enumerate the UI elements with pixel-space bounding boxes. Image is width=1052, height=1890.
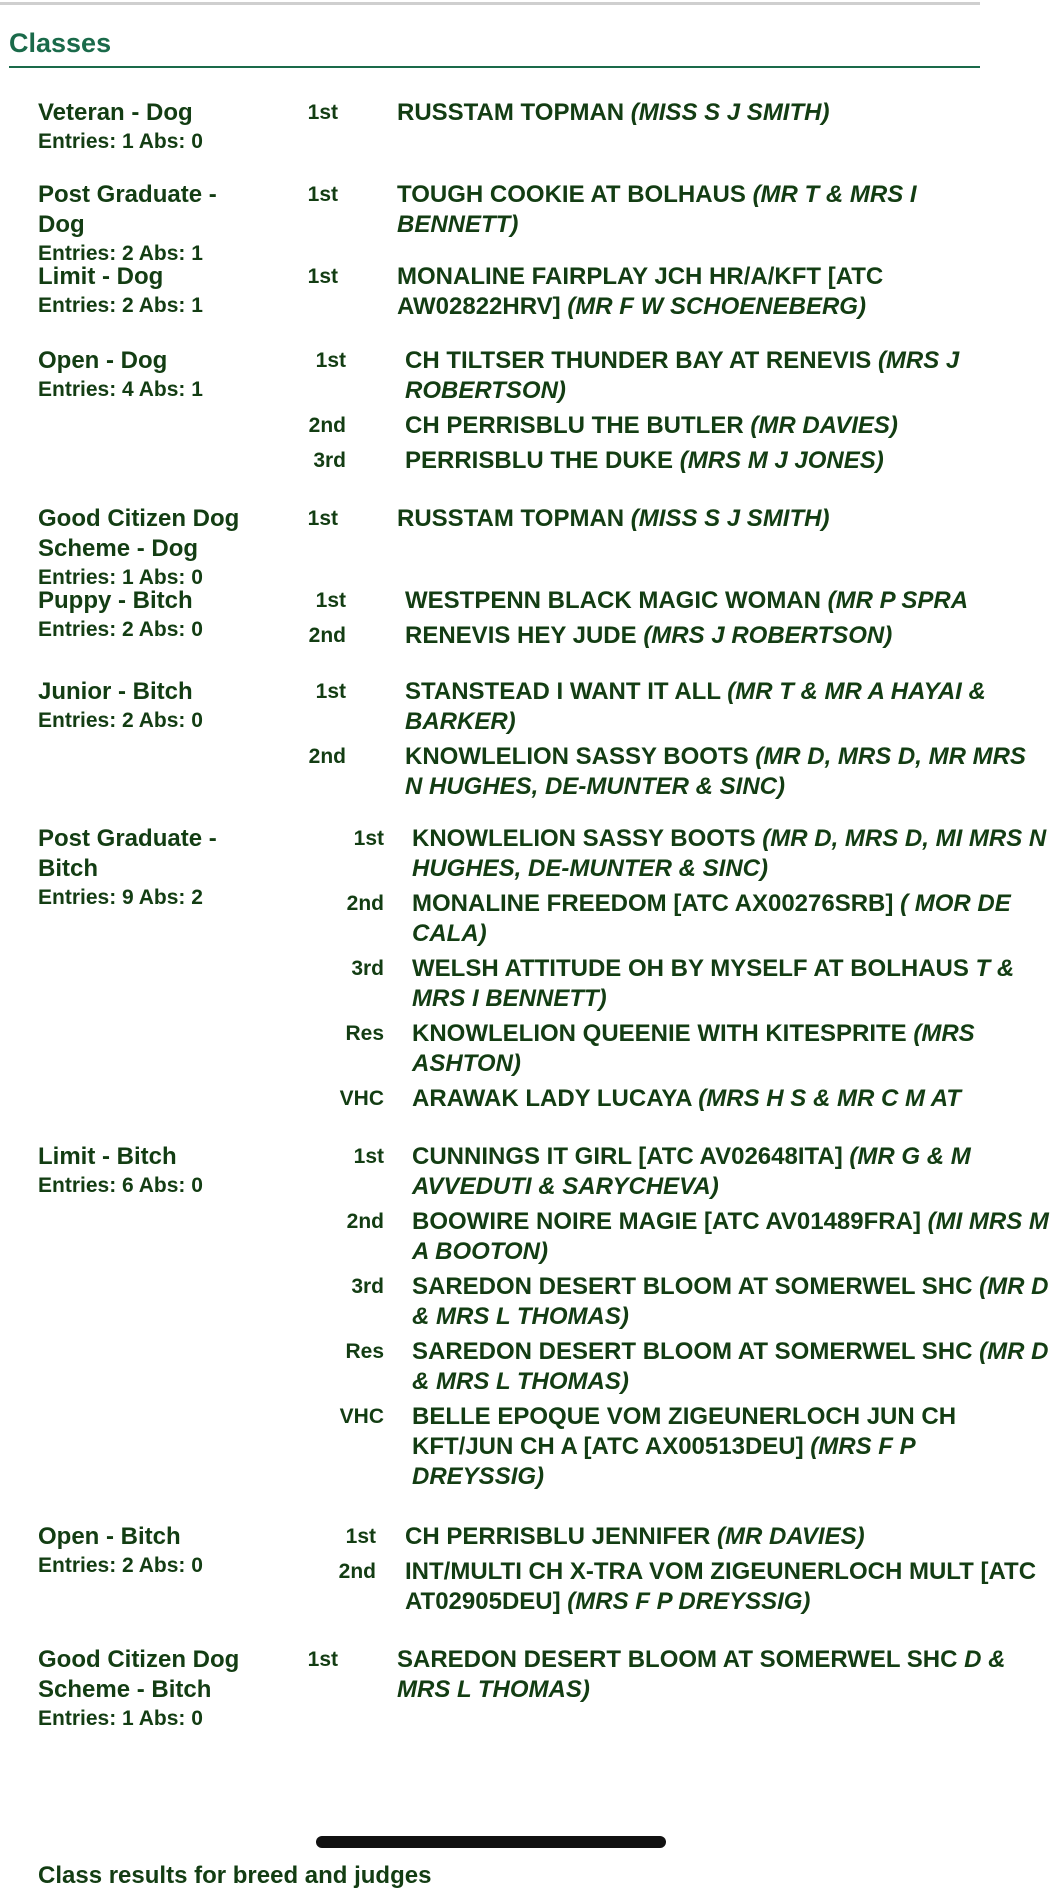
owner-name: (MR G & M AVVEDUTI & SARYCHEVA) [412, 1143, 971, 1200]
dog-entry[interactable] [397, 180, 1037, 240]
placing-position: 1st [315, 349, 346, 372]
dog-name: TOUGH COOKIE AT BOLHAUS [397, 181, 746, 208]
placing-row [0, 889, 1011, 949]
class-block [0, 1645, 1006, 1730]
dog-entry[interactable] [405, 1522, 1045, 1552]
class-block [0, 1522, 1037, 1617]
placing-row [0, 446, 980, 476]
placing-position: 1st [307, 101, 338, 124]
placings-list [0, 262, 980, 322]
placings-list [0, 1142, 1049, 1492]
placing-row [0, 346, 980, 406]
placing-position: Res [345, 1340, 384, 1363]
entries-count: Entries: 2 Abs: 0 [38, 1554, 203, 1577]
placings-list [0, 677, 1026, 802]
placing-row [0, 1402, 980, 1492]
owner-name: (MRS F P DREYSSIG) [412, 1433, 915, 1490]
owner-name: (MRS J ROBERTSON) [643, 622, 893, 649]
entries-count: Entries: 2 Abs: 1 [38, 242, 203, 265]
owner-name: (MRS F P DREYSSIG) [567, 1588, 811, 1615]
placings-list [0, 586, 980, 651]
owner-name: (MR D, MRS D, MI MRS N HUGHES, DE-MUNTER & SINC) [412, 825, 1047, 882]
dog-name: WESTPENN BLACK MAGIC WOMAN [405, 587, 821, 614]
dog-name: RUSSTAM TOPMAN [397, 505, 625, 532]
owner-name: (MR T & MRS I BENNETT) [397, 181, 917, 238]
dog-name: KNOWLELION QUEENIE WITH KITESPRITE [412, 1020, 907, 1047]
placing-position: 1st [353, 827, 384, 850]
entries-count: Entries: 6 Abs: 0 [38, 1174, 203, 1197]
dog-entry[interactable] [412, 1084, 1052, 1114]
placings-list [0, 98, 980, 156]
placing-row [0, 262, 980, 322]
dog-entry[interactable] [397, 1645, 1037, 1705]
dog-name: CH TILTSER THUNDER BAY AT RENEVIS [405, 347, 872, 374]
placing-row [0, 180, 980, 240]
owner-name: (MR D & MRS L THOMAS) [412, 1273, 1049, 1330]
placing-position: 1st [307, 507, 338, 530]
placings-list [0, 504, 980, 562]
dog-entry[interactable] [405, 586, 1045, 616]
dog-entry[interactable] [412, 954, 1052, 1014]
entries-count: Entries: 9 Abs: 2 [38, 886, 203, 909]
dog-name: BELLE EPOQUE VOM ZIGEUNERLOCH JUN CH KFT/JUN CH A [ATC AX00513DEU] [412, 1403, 957, 1460]
class-name[interactable]: Veteran - Dog [38, 99, 193, 126]
dog-name: CH PERRISBLU THE BUTLER [405, 412, 744, 439]
class-name[interactable]: Good Citizen Dog Scheme - Dog [38, 505, 240, 562]
dog-entry[interactable] [397, 262, 1037, 322]
next-section-peek: Class results for breed and judges [38, 1862, 432, 1889]
entries-count: Entries: 1 Abs: 0 [38, 1707, 203, 1730]
class-block [0, 262, 980, 322]
dog-entry[interactable] [412, 889, 1052, 949]
class-name[interactable]: Limit - Bitch [38, 1143, 177, 1170]
placing-position: 1st [315, 589, 346, 612]
class-name[interactable]: Post Graduate - Dog [38, 181, 217, 238]
class-block [0, 677, 1026, 802]
owner-name: (MRS ASHTON) [412, 1020, 975, 1077]
placing-position: 2nd [346, 1210, 384, 1233]
dog-name: ARAWAK LADY LUCAYA [412, 1085, 692, 1112]
class-name[interactable]: Junior - Bitch [38, 678, 193, 705]
class-block [0, 824, 1047, 1114]
dog-entry[interactable] [405, 346, 1045, 406]
placing-row [0, 824, 1047, 884]
owner-name: (MR D, MRS D, MR MRS N HUGHES, DE-MUNTER & SINC) [405, 743, 1026, 800]
dog-entry[interactable] [412, 824, 1052, 884]
placing-row [0, 1084, 980, 1114]
entries-count: Entries: 2 Abs: 0 [38, 709, 203, 732]
dog-entry[interactable] [397, 98, 1037, 128]
dog-entry[interactable] [412, 1272, 1052, 1332]
owner-name: (MRS H S & MR C M AT [698, 1085, 961, 1112]
placings-list [0, 1522, 1037, 1617]
placing-position: 3rd [313, 449, 346, 472]
class-name[interactable]: Open - Bitch [38, 1523, 181, 1550]
placing-row [0, 1557, 1037, 1617]
owner-name: (MR DAVIES) [717, 1523, 865, 1550]
class-block [0, 346, 980, 476]
dog-name: PERRISBLU THE DUKE [405, 447, 674, 474]
dog-entry[interactable] [412, 1337, 1052, 1397]
dog-name: INT/MULTI CH X-TRA VOM ZIGEUNERLOCH MULT [ATC AT02905DEU] [405, 1558, 1037, 1615]
placing-row [0, 1019, 980, 1079]
dog-name: RENEVIS HEY JUDE [405, 622, 637, 649]
placing-row [0, 504, 980, 534]
dog-entry[interactable] [412, 1402, 1052, 1492]
owner-name: (MRS M J JONES) [679, 447, 884, 474]
dog-entry[interactable] [405, 1557, 1045, 1617]
placing-row [0, 98, 980, 128]
placing-row [0, 742, 1026, 802]
placing-row [0, 1142, 980, 1202]
entries-count: Entries: 4 Abs: 1 [38, 378, 203, 401]
placing-position: 1st [315, 680, 346, 703]
placing-position: 1st [307, 265, 338, 288]
placing-row [0, 954, 1015, 1014]
dog-entry[interactable] [405, 411, 1045, 441]
placing-row [0, 586, 980, 616]
home-indicator[interactable] [316, 1836, 666, 1848]
dog-name: BOOWIRE NOIRE MAGIE [ATC AV01489FRA] [412, 1208, 921, 1235]
dog-name: CH PERRISBLU JENNIFER [405, 1523, 711, 1550]
class-name[interactable]: Open - Dog [38, 347, 168, 374]
section-title-underline [9, 66, 980, 68]
placing-position: 1st [307, 183, 338, 206]
owner-name: D & MRS L THOMAS) [397, 1646, 1006, 1703]
dog-entry[interactable] [405, 742, 1045, 802]
owner-name: T & MRS I BENNETT) [412, 955, 1015, 1012]
dog-entry[interactable] [405, 621, 1045, 651]
owner-name: (MR F W SCHOENEBERG) [567, 293, 866, 320]
dog-name: KNOWLELION SASSY BOOTS [405, 743, 749, 770]
entries-count: Entries: 2 Abs: 1 [38, 294, 203, 317]
owner-name: (MI MRS M A BOOTON) [412, 1208, 1049, 1265]
dog-name: WELSH ATTITUDE OH BY MYSELF AT BOLHAUS [412, 955, 969, 982]
dog-name: KNOWLELION SASSY BOOTS [412, 825, 756, 852]
dog-entry[interactable] [412, 1019, 1052, 1079]
placing-row [0, 621, 980, 651]
dog-name: CUNNINGS IT GIRL [ATC AV02648ITA] [412, 1143, 843, 1170]
class-name[interactable]: Puppy - Bitch [38, 587, 193, 614]
entries-count: Entries: 2 Abs: 0 [38, 618, 203, 641]
placing-row [0, 1272, 1049, 1332]
placings-list [0, 346, 980, 476]
dog-name: MONALINE FREEDOM [ATC AX00276SRB] [412, 890, 894, 917]
dog-name: SAREDON DESERT BLOOM AT SOMERWEL SHC [397, 1646, 958, 1673]
placing-position: 1st [345, 1525, 376, 1548]
placing-position: VHC [339, 1087, 384, 1110]
placings-list [0, 824, 1047, 1114]
placing-position: 2nd [338, 1560, 376, 1583]
owner-name: (MR T & MR A HAYAI & BARKER) [405, 678, 986, 735]
dog-name: SAREDON DESERT BLOOM AT SOMERWEL SHC [412, 1338, 973, 1365]
placing-position: VHC [339, 1405, 384, 1428]
owner-name: (MR DAVIES) [750, 412, 898, 439]
top-divider [0, 2, 980, 5]
owner-name: ( MOR DE CALA) [412, 890, 1011, 947]
placing-row [0, 1207, 1049, 1267]
dog-name: RUSSTAM TOPMAN [397, 99, 625, 126]
entries-count: Entries: 1 Abs: 0 [38, 566, 203, 589]
class-block [0, 504, 980, 589]
dog-name: STANSTEAD I WANT IT ALL [405, 678, 721, 705]
entries-count: Entries: 1 Abs: 0 [38, 130, 203, 153]
class-name[interactable]: Limit - Dog [38, 263, 164, 290]
classes-list [0, 98, 1049, 1730]
class-block [0, 586, 980, 651]
placing-row [0, 411, 980, 441]
placing-position: 1st [353, 1145, 384, 1168]
owner-name: (MISS S J SMITH) [630, 99, 830, 126]
placing-row [0, 1522, 980, 1552]
placing-position: 1st [307, 1648, 338, 1671]
placing-row [0, 677, 986, 737]
placing-row [0, 1337, 1049, 1397]
placing-position: 2nd [346, 892, 384, 915]
dog-entry[interactable] [412, 1207, 1052, 1267]
owner-name: (MISS S J SMITH) [630, 505, 830, 532]
class-name[interactable]: Post Graduate - Bitch [38, 825, 217, 882]
dog-name: MONALINE FAIRPLAY JCH HR/A/KFT [ATC AW02822HRV] [397, 263, 884, 320]
owner-name: (MRS J ROBERTSON) [405, 347, 960, 404]
placing-position: 2nd [308, 745, 346, 768]
section-title: Classes [9, 28, 112, 58]
placing-row [0, 1645, 1006, 1705]
placing-position: 2nd [308, 414, 346, 437]
placing-position: 2nd [308, 624, 346, 647]
placings-list [0, 180, 980, 240]
class-name[interactable]: Good Citizen Dog Scheme - Bitch [38, 1646, 240, 1703]
dog-entry[interactable] [412, 1142, 1052, 1202]
dog-entry[interactable] [405, 677, 1045, 737]
dog-name: SAREDON DESERT BLOOM AT SOMERWEL SHC [412, 1273, 973, 1300]
placing-position: 3rd [351, 957, 384, 980]
placing-position: 3rd [351, 1275, 384, 1298]
class-block [0, 180, 980, 265]
class-block [0, 1142, 1049, 1492]
placing-position: Res [345, 1022, 384, 1045]
owner-name: (MR P SPRA [827, 587, 969, 614]
owner-name: (MR D & MRS L THOMAS) [412, 1338, 1049, 1395]
dog-entry[interactable] [397, 504, 1037, 534]
class-block [0, 98, 980, 156]
dog-entry[interactable] [405, 446, 1045, 476]
placings-list [0, 1645, 1006, 1705]
